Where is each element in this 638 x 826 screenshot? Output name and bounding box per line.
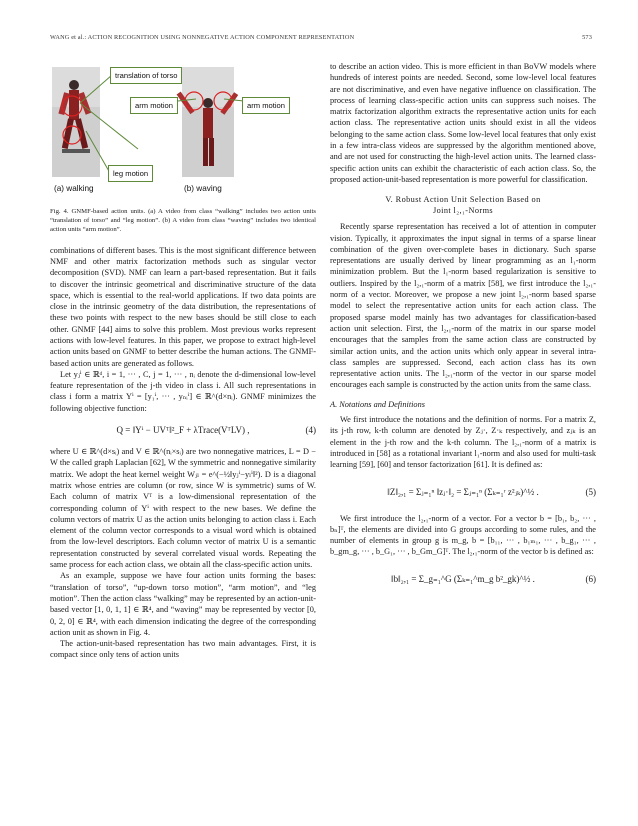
equation-4 bbox=[50, 420, 316, 440]
left-paragraph-1: combinations of different bases. This is the most significant difference between NMF and other matrix factorization methods such as singular vector decomposition (SVD). NMF can learn a part-based representation. But it fails to discover the intrinsic geometrical and discriminative structure of the data space, which is essential to the real-world applications. If two data points are close in the intrinsic geometry of the data distribution, the representations of these two points with respect to the new bases should be still close to each other. GNMF [44] aims to solve this problem. Most previous works represent actions with low-level features. In this paper, we propose to extract high-level action units based on GNMF to better describe the human actions. The GNMF-based action units are generated as follows. bbox=[50, 245, 316, 368]
label-arm-motion-2: arm motion bbox=[242, 97, 290, 114]
label-translation-of-torso: translation of torso bbox=[110, 67, 182, 84]
right-paragraph-1: to describe an action video. This is more efficient in than BoVW models where hundreds of interest points are needed. Second, some low-level local features are not discriminative, and even have negative influence on classification. The process of learning class-specific action units can suppress such noises. The matrix factorization algorithm extracts the representative action units for each action class. The representative action units should exist in all the videos belonging to the same action class. Some low-level local features that only exist in a few intra-class videos are suppressed by the algorithm mentioned above, and are not used for constructing the high-level action units. The learned class-specific action units can exhibit the characteristic of each action class. So, the proposed action-unit-based representation is more powerful for classification. bbox=[330, 62, 596, 184]
section-title-line-1: V. Robust Action Unit Selection Based on bbox=[385, 195, 541, 205]
left-paragraph-2: Let yⱼⁱ ∈ ℝᵈ, i = 1, ··· , C, j = 1, ··· , nᵢ denote the d-dimensional low-level feature representation of the j-th video in class i. All such representations in class i form a matrix Yⁱ = [y₁ⁱ, ··· , yₙᵢⁱ] ∈ ℝ^(d×nᵢ). GNMF minimizes the following objective function: bbox=[50, 369, 316, 413]
label-waving: (b) waving bbox=[184, 184, 222, 193]
label-walking: (a) walking bbox=[54, 184, 94, 193]
section-title bbox=[330, 194, 596, 216]
equation-6 bbox=[330, 564, 596, 594]
walking-head bbox=[69, 80, 79, 90]
subsection-title: A. Notations and Definitions bbox=[330, 399, 425, 409]
left-column bbox=[50, 61, 316, 661]
equation-4-number: (4) bbox=[305, 425, 316, 436]
equation-5-body: ‖Z‖₂,₁ = Σⱼ₌₁ⁿ ‖zⱼ·‖₂ = Σⱼ₌₁ⁿ (Σₖ₌₁ʳ z²ⱼₖ)^½ . bbox=[387, 486, 539, 497]
equation-5-number: (5) bbox=[585, 486, 596, 497]
right-paragraph-2: Recently sparse representation has received a lot of attention in computer vision. Typically, it approximates the input signal in terms of a sparse linear combination of the given over-complete bases in dictionary. Such sparse representations are usually derived by linear programming as an l₁-norm minimization problem. But the l₁-norm based regularization is sensitive to outliers. Inspired by the l₂,₁-norm of a matrix [58], we first introduce the l₂,₁-norm of a vector. Moreover, we propose a new joint l₂,₁-norm based sparse model to select the representative action units for each action class. The proposed sparse model mainly has two advantages for classification-based action unit selection. First, the l₂,₁-norm of the matrix in our sparse model encourages that the samples from the same action class are constructed by similar action units, and the action units which only appear in several intra-class samples are suppressed. Second, each action class has its own representative action units. The l₂,₁-norm of the vector in our sparse model encourages each sample is constructed by the action units from the same class. bbox=[330, 222, 596, 390]
waving-head bbox=[203, 98, 213, 108]
equation-6-body: ‖b‖₂,₁ = Σ_g₌₁^G (Σₖ₌₁^m_g b²_gk)^½ . bbox=[391, 573, 535, 584]
left-paragraph-5: The action-unit-based representation has two main advantages. First, it is compact since only tens of action units bbox=[50, 639, 316, 660]
figure-4 bbox=[50, 61, 316, 201]
page-number: 573 bbox=[582, 34, 592, 41]
figure-caption: Fig. 4. GNMF-based action units. (a) A video from class “walking” includes two action units “translation of torso” and “leg motion”. (b) A video from class “waving” includes two identical action units “arm motion”. bbox=[50, 208, 316, 234]
section-title-line-2: Joint l₂,₁-Norms bbox=[432, 206, 494, 216]
left-paragraph-3: where U ∈ ℝ^(d×sᵢ) and V ∈ ℝ^(nᵢ×sᵢ) are two nonnegative matrices, L = D − W the called graph Laplacian [62], W the symmetric and nonnegative similarity matrix. We adopt the heat kernel weight Wⱼₗ = e^(−½‖yⱼⁱ−yₗⁱ‖²). D is a diagonal matrix whose entries are column (or row, since W is symmetric) sums of W. Each column of matrix Vᵀ is a low-dimensional representation of the corresponding column of Yⁱ with respect to the new bases. We define the column vectors of matrix U as the action units belonging to action class i. Each element of the column vector corresponds to a visual word which is obtained from the low-level descriptors. Each column vector of matrix U is a semantic representation constructed by several correlated visual words. Repeating the same process for each action class, we obtain all the class-specific action units. bbox=[50, 447, 316, 570]
equation-4-body: Q = ‖Yⁱ − UVᵀ‖²_F + λTrace(VᵀLV) , bbox=[116, 425, 250, 436]
header-title: WANG et al.: ACTION RECOGNITION USING NONNEGATIVE ACTION COMPONENT REPRESENTATION bbox=[50, 34, 355, 41]
right-paragraph-3: We first introduce the notations and the definition of norms. For a matrix Z, its j-th row, k-th column are denoted by Zⱼ·, Z·ₖ respectively, and zⱼₖ is an element in the j-th row and the k-th column. The l₂,₁-norm of a matrix is introduced in [58] as a rotational invariant l₁-norm and also used for multi-task learning [59], [60] and tensor factorization [61]. It is defined as: bbox=[330, 415, 596, 470]
right-paragraph-4: We first introduce the l₂,₁-norm of a vector. For a vector b = [b₁, b₂, ··· , bₙ]ᵀ, the elements are divided into G groups according to some rules, and the number of elements in group g is m_g, b = [b₁₁, ··· , b₁ₘ₁, ··· , b_g₁, ··· , b_gm_g, ··· , b_G₁, ··· , b_Gm_G]ᵀ. The l₂,₁-norm of the vector b is defined as: bbox=[330, 513, 596, 557]
right-column bbox=[330, 61, 596, 600]
figure-illustration bbox=[50, 61, 316, 201]
left-paragraph-4: As an example, suppose we have four action units forming the bases: “translation of torso”, “up-down torso motion”, “arm motion”, and “leg motion”. Then the action class “walking” may be represented by an action-unit-based vector [1, 0, 1, 1] ∈ ℝ⁴, and “waving” may be represented by vector [0, 0, 2, 0] ∈ ℝ⁴, with each dimension indicating the degree of the corresponding action unit as shown in Fig. 4. bbox=[50, 571, 316, 637]
label-arm-motion-1: arm motion bbox=[130, 97, 178, 114]
equation-5 bbox=[330, 477, 596, 507]
label-leg-motion: leg motion bbox=[108, 165, 153, 182]
equation-6-number: (6) bbox=[585, 573, 596, 584]
